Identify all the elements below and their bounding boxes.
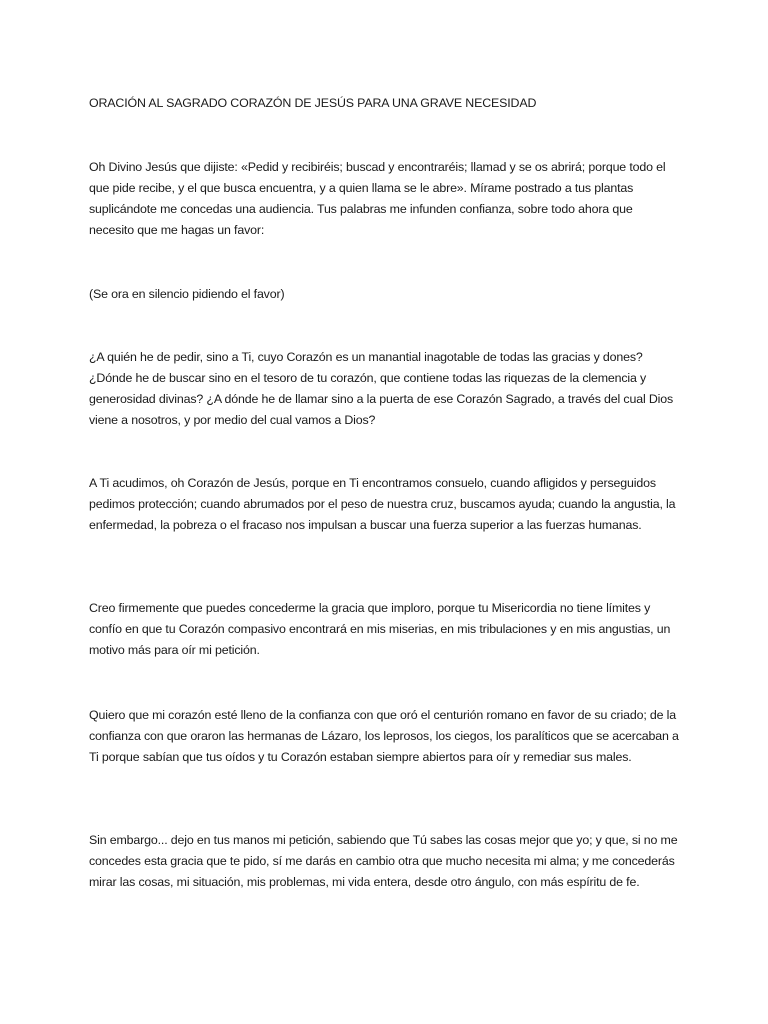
- paragraph-surrender: Sin embargo... dejo en tus manos mi petición, sabiendo que Tú sabes las cosas mejor que yo; y que, si no me concedes esta gracia que te pido, sí me darás en cambio otra que mucho necesita mi alma; y me concederás mirar las cosas, mi situación, mis problemas, mi vida entera, desde otro ángulo, con más espíritu de fe.: [89, 833, 678, 889]
- paragraph-refuge: A Ti acudimos, oh Corazón de Jesús, porque en Ti encontramos consuelo, cuando afligidos y perseguidos pedimos protección; cuando abrumados por el peso de nuestra cruz, buscamos ayuda; cuando la angustia, la enfermedad, la pobreza o el fracaso nos impulsan a buscar una fuerza superior a las fuerzas humanas.: [89, 476, 676, 532]
- paragraph-silent-prayer: (Se ora en silencio pidiendo el favor): [89, 287, 285, 301]
- paragraph-belief: Creo firmemente que puedes concederme la gracia que imploro, porque tu Misericordia no tiene límites y confío en que tu Corazón compasivo encontrará en mis miserias, en mis tribulaciones y en mis angustias, un motivo más para oír mi petición.: [89, 601, 671, 657]
- paragraph-questions: ¿A quién he de pedir, sino a Ti, cuyo Corazón es un manantial inagotable de todas las gracias y dones? ¿Dónde he de buscar sino en el tesoro de tu corazón, que contiene todas las riquezas de la clemencia y generosidad divinas? ¿A dónde he de llamar sino a la puerta de ese Corazón Sagrado, a través del cual Dios viene a nosotros, y por medio del cual vamos a Dios?: [89, 350, 674, 427]
- document-title: ORACIÓN AL SAGRADO CORAZÓN DE JESÚS PARA UNA GRAVE NECESIDAD: [89, 96, 537, 110]
- paragraph-invocation: Oh Divino Jesús que dijiste: «Pedid y recibiréis; buscad y encontraréis; llamad y se os abrirá; porque todo el que pide recibe, y el que busca encuentra, y a quien llama se le abre». Mírame postrado a tus plantas suplicándote me concedas una audiencia. Tus palabras me infunden confianza, sobre todo ahora que necesito que me hagas un favor:: [89, 160, 666, 237]
- paragraph-confidence: Quiero que mi corazón esté lleno de la confianza con que oró el centurión romano en favor de su criado; de la confianza con que oraron las hermanas de Lázaro, los leprosos, los ciegos, los paralíticos que se acercaban a Ti porque sabían que tus oídos y tu Corazón estaban siempre abiertos para oír y remediar sus males.: [89, 708, 679, 764]
